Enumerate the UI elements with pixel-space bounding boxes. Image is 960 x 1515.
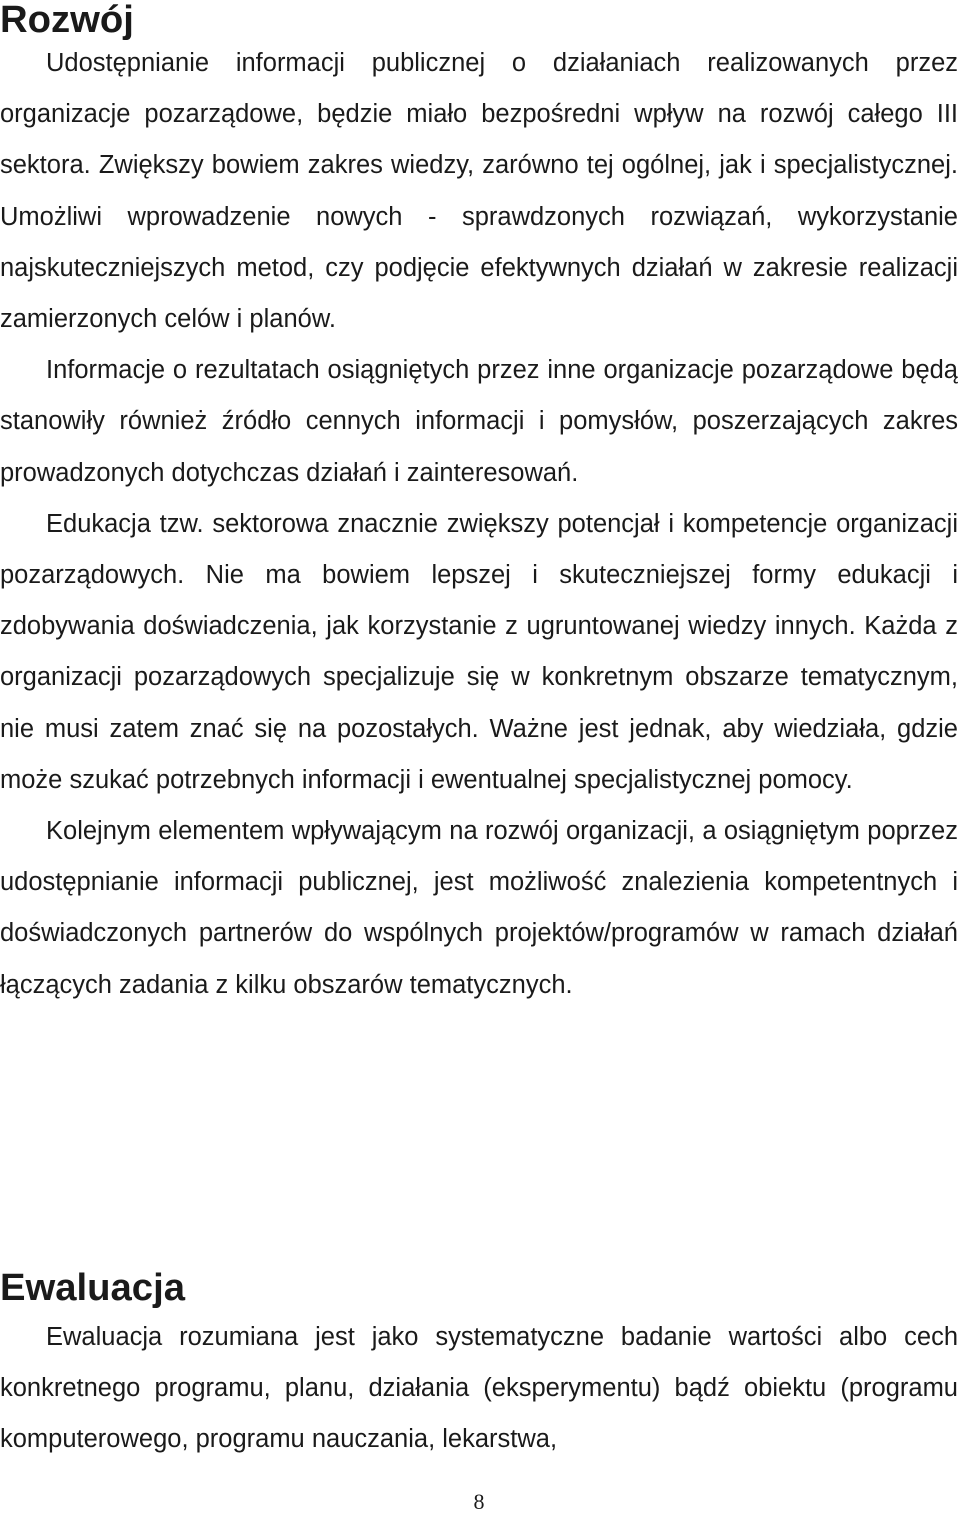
section-body-rozwoj bbox=[0, 38, 958, 1011]
paragraph: Edukacja tzw. sektorowa znacznie zwiększy potencjał i kompetencje organizacji pozarządowych. Nie ma bowiem lepszej i skuteczniejszej formy edukacji i zdobywania doświadczenia, jak korzystanie z ugruntowanej wiedzy innych. Każda z organizacji pozarządowych specjalizuje się w konkretnym obszarze tematycznym, nie musi zatem znać się na pozostałych. Ważne jest jednak, aby wiedziała, gdzie może szukać potrzebnych informacji i ewentualnej specjalistycznej pomocy. bbox=[0, 509, 958, 794]
page-number: 8 bbox=[473, 1489, 485, 1514]
section-heading-rozwoj: Rozwój bbox=[0, 0, 134, 41]
paragraph: Ewaluacja rozumiana jest jako systematyczne badanie wartości albo cech konkretnego programu, planu, działania (eksperymentu) bądź obiektu (programu komputerowego, programu nauczania, lekarstwa, bbox=[0, 1323, 958, 1454]
paragraph: Udostępnianie informacji publicznej o działaniach realizowanych przez organizacje pozarządowe, będzie miało bezpośredni wpływ na rozwój całego III sektora. Zwiększy bowiem zakres wiedzy, zarówno tej ogólnej, jak i specjalistycznej. Umożliwi wprowadzenie nowych - sprawdzonych rozwiązań, wykorzystanie najskuteczniejszych metod, czy podjęcie efektywnych działań w zakresie realizacji zamierzonych celów i planów. bbox=[0, 49, 958, 334]
section-body-ewaluacja bbox=[0, 1312, 958, 1466]
paragraph: Kolejnym elementem wpływającym na rozwój organizacji, a osiągniętym poprzez udostępnianie informacji publicznej, jest możliwość znalezienia kompetentnych i doświadczonych partnerów do wspólnych projektów/programów w ramach działań łączących zadania z kilku obszarów tematycznych. bbox=[0, 817, 958, 999]
section-heading-ewaluacja: Ewaluacja bbox=[0, 1266, 185, 1309]
paragraph: Informacje o rezultatach osiągniętych przez inne organizacje pozarządowe będą stanowiły również źródło cennych informacji i pomysłów, poszerzających zakres prowadzonych dotychczas działań i zainteresowań. bbox=[0, 356, 958, 487]
